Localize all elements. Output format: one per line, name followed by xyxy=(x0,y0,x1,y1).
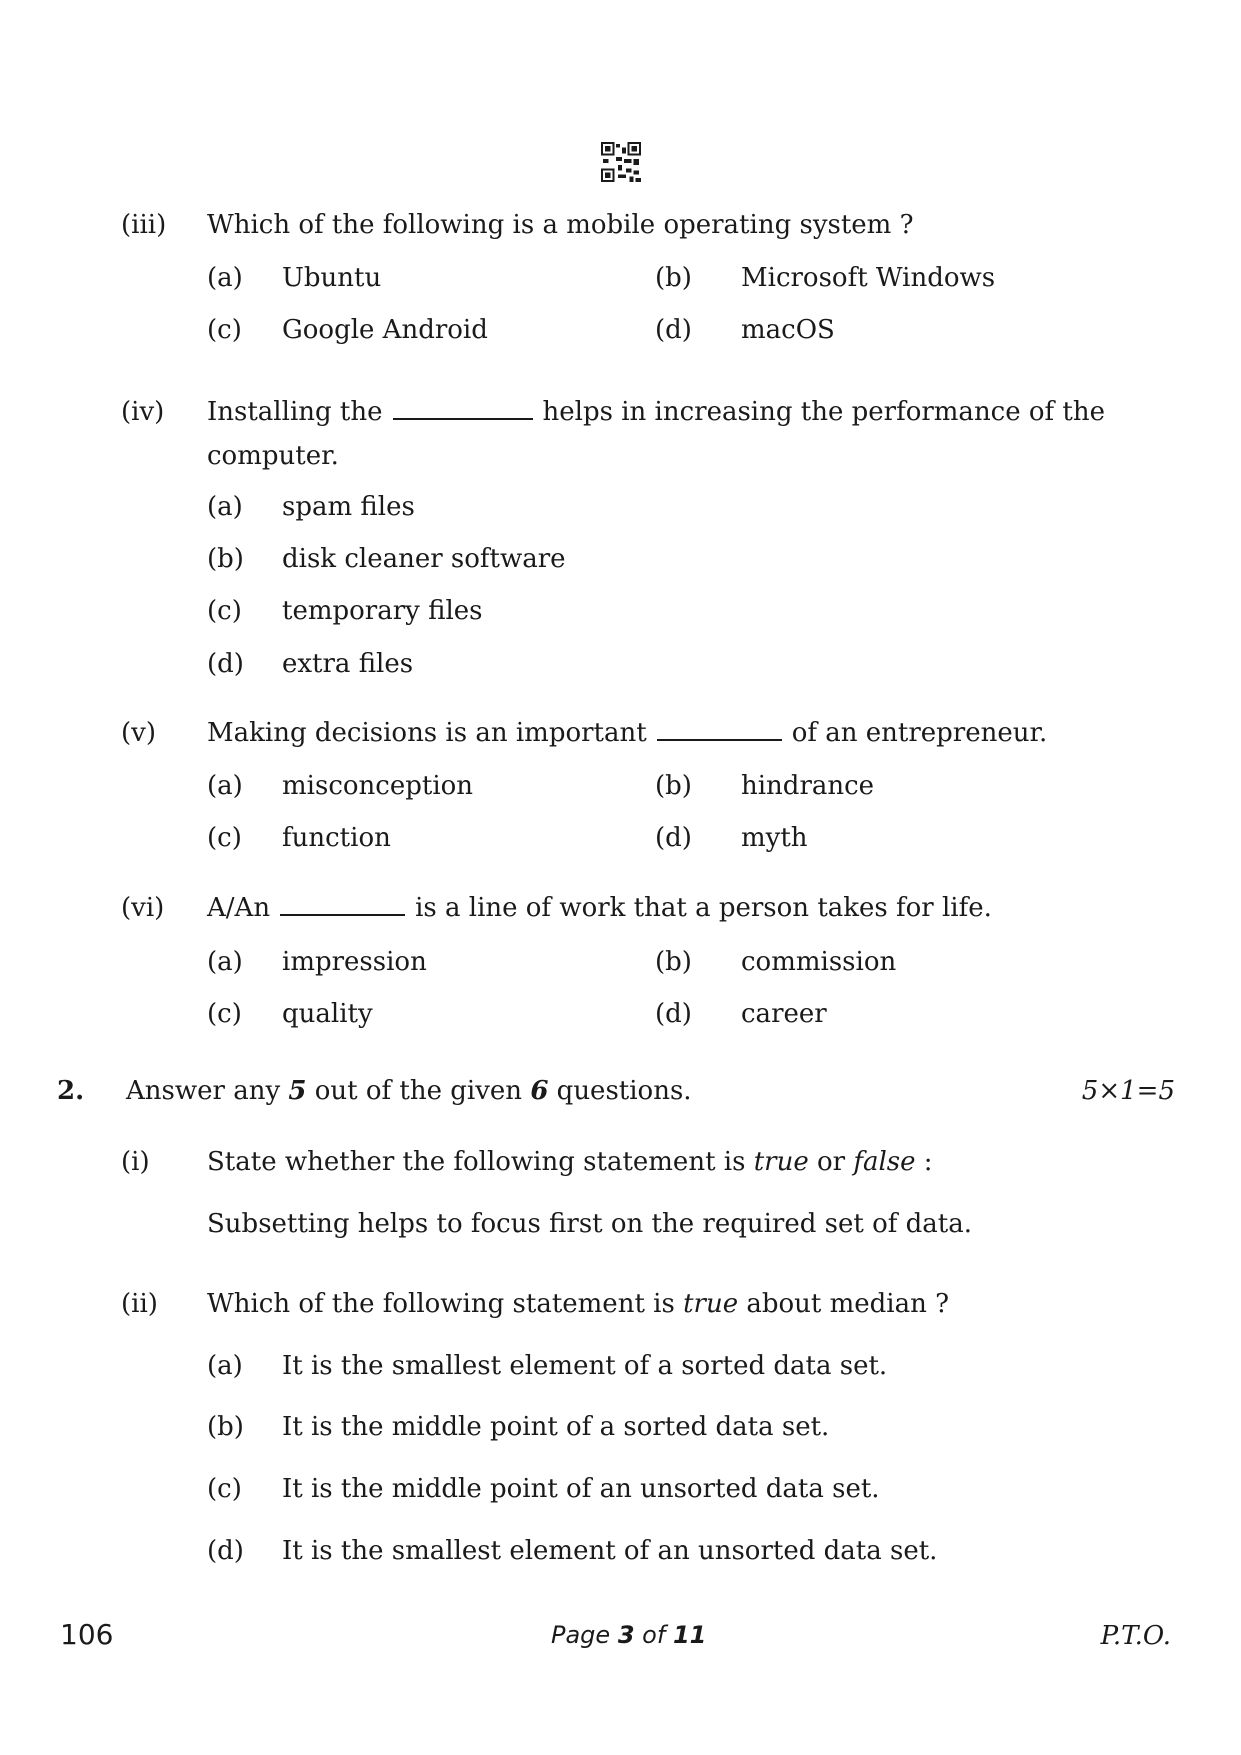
instruction-text: Answer any xyxy=(126,1076,281,1106)
option-text: spam files xyxy=(282,492,415,522)
option-label: (b) xyxy=(207,1412,244,1442)
question-text xyxy=(207,895,992,921)
page-of: of xyxy=(642,1621,666,1649)
option-text: It is the middle point of an unsorted data set. xyxy=(282,1474,880,1504)
question-2-instruction xyxy=(126,1078,692,1104)
option-label: (a) xyxy=(207,492,243,522)
option-label: (c) xyxy=(207,1474,242,1504)
fill-in-blank xyxy=(280,913,405,916)
question-text-start: Which of the following statement is xyxy=(207,1289,675,1319)
option-label: (b) xyxy=(655,263,692,293)
question-text-end: is a line of work that a person takes for life. xyxy=(415,893,992,923)
question-number: (iv) xyxy=(121,397,165,427)
question-number: (vi) xyxy=(121,893,165,923)
question-number: (ii) xyxy=(121,1289,158,1319)
or-word: or xyxy=(816,1147,846,1177)
option-text: temporary files xyxy=(282,596,483,626)
option-label: (a) xyxy=(207,771,243,801)
option-label: (b) xyxy=(207,544,244,574)
option-label: (c) xyxy=(207,999,242,1029)
option-text: impression xyxy=(282,947,427,977)
instruction-text: out of the given xyxy=(314,1076,523,1106)
option-text: Google Android xyxy=(282,315,488,345)
marks-allocation: 5×1=5 xyxy=(1081,1076,1175,1106)
instruction-total: 6 xyxy=(530,1076,549,1106)
fill-in-blank xyxy=(657,738,782,741)
question-text: Which of the following is a mobile operating system ? xyxy=(207,210,914,240)
option-label: (a) xyxy=(207,263,243,293)
question-text xyxy=(207,399,1105,425)
statement-text: Subsetting helps to focus first on the required set of data. xyxy=(207,1209,972,1239)
option-label: (c) xyxy=(207,596,242,626)
option-text: extra files xyxy=(282,649,414,679)
option-label: (c) xyxy=(207,315,242,345)
question-text-start: A/An xyxy=(207,893,271,923)
question-text xyxy=(207,720,1047,746)
question-text-start: State whether the following statement is xyxy=(207,1147,746,1177)
option-text: disk cleaner software xyxy=(282,544,566,574)
question-text xyxy=(207,1291,949,1317)
option-text: It is the smallest element of a sorted data set. xyxy=(282,1351,888,1381)
colon: : xyxy=(923,1147,933,1177)
option-text: career xyxy=(741,999,827,1029)
option-text: It is the smallest element of an unsorted data set. xyxy=(282,1536,938,1566)
question-text-start: Making decisions is an important xyxy=(207,718,647,748)
question-text xyxy=(207,1149,933,1175)
option-text: function xyxy=(282,823,391,853)
option-text: Microsoft Windows xyxy=(741,263,996,293)
option-label: (a) xyxy=(207,1351,243,1381)
option-text: hindrance xyxy=(741,771,875,801)
question-text-end: about median ? xyxy=(746,1289,950,1319)
question-number-2: 2. xyxy=(57,1076,85,1106)
option-label: (b) xyxy=(655,771,692,801)
page-indicator xyxy=(551,1621,706,1649)
option-text: macOS xyxy=(741,315,835,345)
question-text-line2: computer. xyxy=(207,441,339,471)
question-text-end: helps in increasing the performance of the xyxy=(542,397,1106,427)
option-text: commission xyxy=(741,947,897,977)
option-label: (d) xyxy=(655,823,692,853)
option-label: (a) xyxy=(207,947,243,977)
instruction-text: questions. xyxy=(556,1076,692,1106)
page-prefix: Page xyxy=(551,1621,611,1649)
page-number: 3 xyxy=(617,1621,635,1649)
instruction-count: 5 xyxy=(288,1076,307,1106)
question-text-start: Installing the xyxy=(207,397,383,427)
paper-code: 106 xyxy=(60,1618,114,1651)
fill-in-blank xyxy=(393,417,533,420)
option-label: (d) xyxy=(655,999,692,1029)
option-text: myth xyxy=(741,823,808,853)
page-total: 11 xyxy=(672,1621,707,1649)
qr-code-icon xyxy=(601,141,641,183)
question-text-end: of an entrepreneur. xyxy=(791,718,1048,748)
please-turn-over: P.T.O. xyxy=(1100,1621,1171,1651)
option-label: (b) xyxy=(655,947,692,977)
option-text: quality xyxy=(282,999,373,1029)
option-label: (d) xyxy=(207,1536,244,1566)
option-label: (d) xyxy=(207,649,244,679)
option-text: It is the middle point of a sorted data set. xyxy=(282,1412,830,1442)
true-word: true xyxy=(753,1147,809,1177)
question-number: (iii) xyxy=(121,210,167,240)
option-text: Ubuntu xyxy=(282,263,382,293)
question-number: (i) xyxy=(121,1147,150,1177)
option-text: misconception xyxy=(282,771,474,801)
option-label: (d) xyxy=(655,315,692,345)
true-word: true xyxy=(683,1289,739,1319)
false-word: false xyxy=(853,1147,916,1177)
question-number: (v) xyxy=(121,718,156,748)
option-label: (c) xyxy=(207,823,242,853)
